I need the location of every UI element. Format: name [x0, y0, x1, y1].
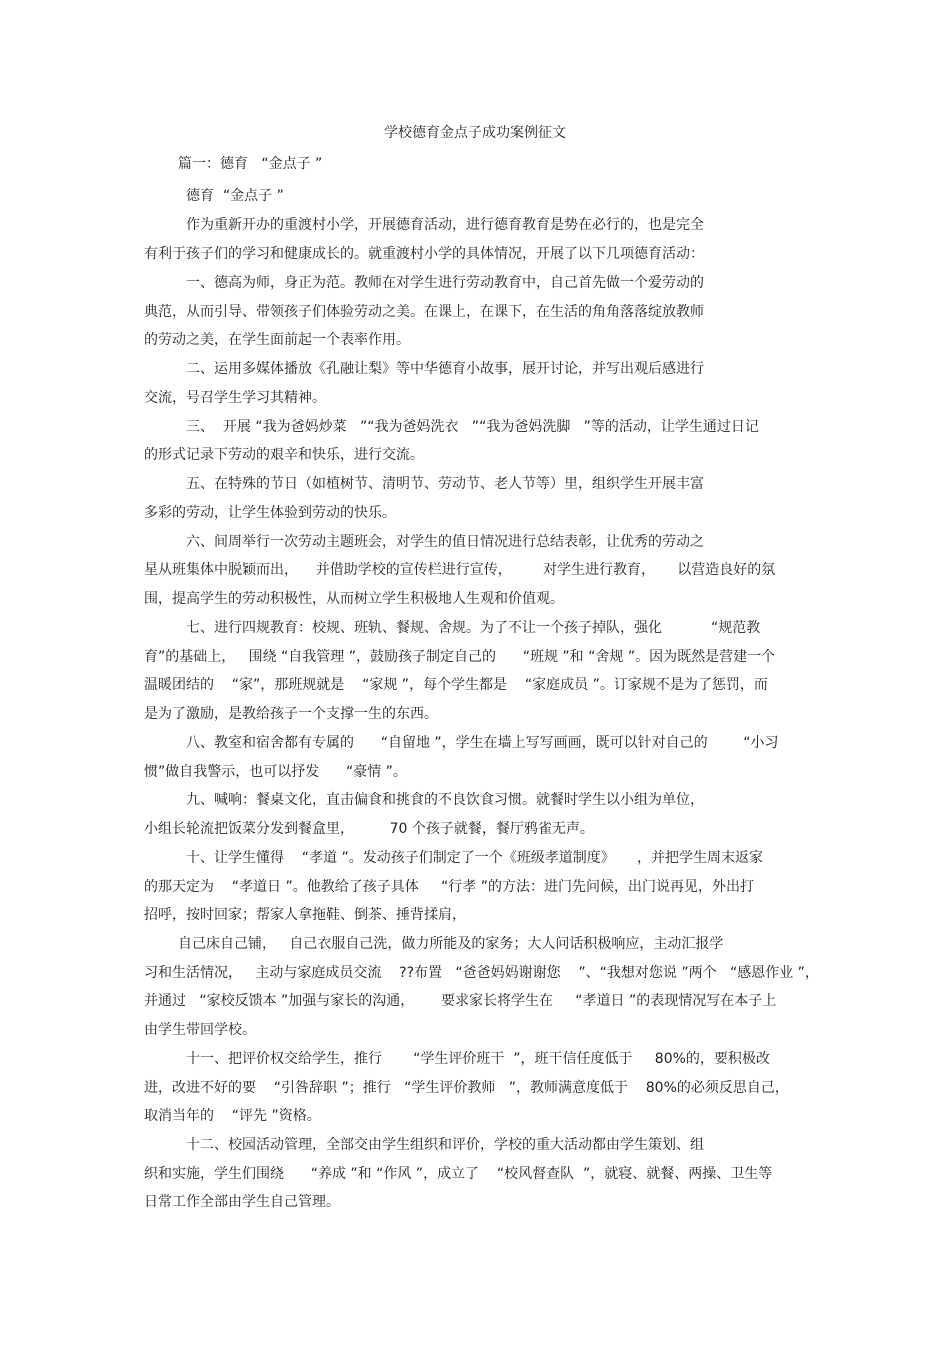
text-line: 作为重新开办的重渡村小学，开展德育活动，进行德育教育是势在必行的，也是完全	[186, 217, 704, 233]
text-line: 十二、校园活动管理，全部交由学生组织和评价，学校的重大活动都由学生策划、组	[186, 1137, 704, 1153]
text-line: 育”的基础上， 围绕 “自我管理 ”，鼓励孩子制定自己的 “班规 ”和 “舍规 ”。因为既然是营建一个	[144, 649, 776, 665]
text-line: 十、让学生懂得 “孝道 ”。发动孩子们制定了一个《班级孝道制度》 ，并把学生周末返家	[186, 850, 764, 866]
text-line: 温暖团结的 “家”，那班规就是 “家规 ”，每个学生都是 “家庭成员 ”。订家规不是为了惩罚，而	[144, 677, 768, 693]
text-line: 的那天定为 “孝道日 ”。他教给了孩子具体 “行孝 ”的方法：进门先问候，出门说再见，外出打	[144, 879, 754, 895]
page-title: 学校德育金点子成功案例征文	[384, 125, 566, 141]
text-line: 的劳动之美，在学生面前起一个表率作用。	[144, 332, 410, 348]
text-line: 交流，号召学生学习其精神。	[144, 390, 326, 406]
text-line: 并通过 “家校反馈本 ”加强与家长的沟通， 要求家长将学生在 “孝道日 ”的表现情况写在本子上	[144, 993, 777, 1009]
text-line: 小组长轮流把饭菜分发到餐盒里， 70 个孩子就餐，餐厅鸦雀无声。	[144, 821, 594, 837]
text-line: 自己床自己铺， 自己衣服自己洗，做力所能及的家务；大人问话积极响应，主动汇报学	[178, 936, 724, 952]
text-line: 篇一：德育 “金点子 ”	[178, 156, 323, 172]
text-line: 八、教室和宿舍都有专属的 “自留地 ”，学生在墙上写写画画，既可以针对自己的 “小习	[186, 735, 779, 751]
text-line: 六、间周举行一次劳动主题班会，对学生的值日情况进行总结表彰，让优秀的劳动之	[186, 534, 704, 550]
text-line: 九、喊响：餐桌文化，直击偏食和挑食的不良饮食习惯。就餐时学生以小组为单位，	[186, 792, 704, 808]
text-line: 织和实施，学生们围绕 “养成 ”和 “作风 ”，成立了 “校风督查队 ”，就寝、就餐、两操、卫生等	[144, 1166, 773, 1182]
text-line: 七、进行四规教育：校规、班轨、餐规、舍规。为了不让一个孩子掉队，强化 “规范教	[186, 620, 761, 636]
text-line: 围，提高学生的劳动积极性，从而树立学生积极地人生观和价值观。	[144, 591, 564, 607]
text-line: 习和生活情况， 主动与家庭成员交流 ??布置 “爸爸妈妈谢谢您 ”、“我想对您说 ”两个 “感恩作业 ”，	[144, 965, 819, 981]
text-line: 五、在特殊的节日（如植树节、清明节、劳动节、老人节等）里，组织学生开展丰富	[186, 476, 704, 492]
text-line: 取消当年的 “评先 ”资格。	[144, 1108, 321, 1124]
text-line: 有利于孩子们的学习和健康成长的。就重渡村小学的具体情况，开展了以下几项德育活动：	[144, 246, 704, 262]
text-line: 是为了激励，是教给孩子一个支撑一生的东西。	[144, 706, 438, 722]
text-line: 三、 开展 “我为爸妈炒菜 ”“我为爸妈洗衣 ”“我为爸妈洗脚 ”等的活动，让学生通过日记	[186, 419, 759, 435]
text-line: 德育 “金点子 ”	[186, 188, 284, 204]
text-line: 星从班集体中脱颖而出， 并借助学校的宣传栏进行宣传， 对学生进行教育， 以营造良好的氛	[144, 562, 776, 578]
text-line: 进，改进不好的要 “引咎辞职 ”；推行 “学生评价教师 ”，教师满意度低于 80%的必须反思自己，	[144, 1080, 789, 1096]
text-line: 惯”做自我警示，也可以抒发 “豪情 ”。	[144, 764, 407, 780]
text-line: 招呼，按时回家；帮家人拿拖鞋、倒茶、捶背揉肩，	[144, 907, 466, 923]
text-line: 一、德高为师，身正为范。教师在对学生进行劳动教育中，自己首先做一个爱劳动的	[186, 275, 704, 291]
text-line: 十一、把评价权交给学生，推行 “学生评价班干 ”，班干信任度低于 80%的，要积极改	[186, 1051, 770, 1067]
text-line: 多彩的劳动，让学生体验到劳动的快乐。	[144, 505, 396, 521]
text-line: 典范，从而引导、带领孩子们体验劳动之美。在课上，在课下，在生活的角角落落绽放教师	[144, 304, 704, 320]
text-line: 二、运用多媒体播放《孔融让梨》等中华德育小故事，展开讨论，并写出观后感进行	[186, 361, 704, 377]
text-line: 的形式记录下劳动的艰辛和快乐，进行交流。	[144, 447, 424, 463]
text-line: 由学生带回学校。	[144, 1022, 256, 1038]
text-line: 日常工作全部由学生自己管理。	[144, 1194, 340, 1210]
